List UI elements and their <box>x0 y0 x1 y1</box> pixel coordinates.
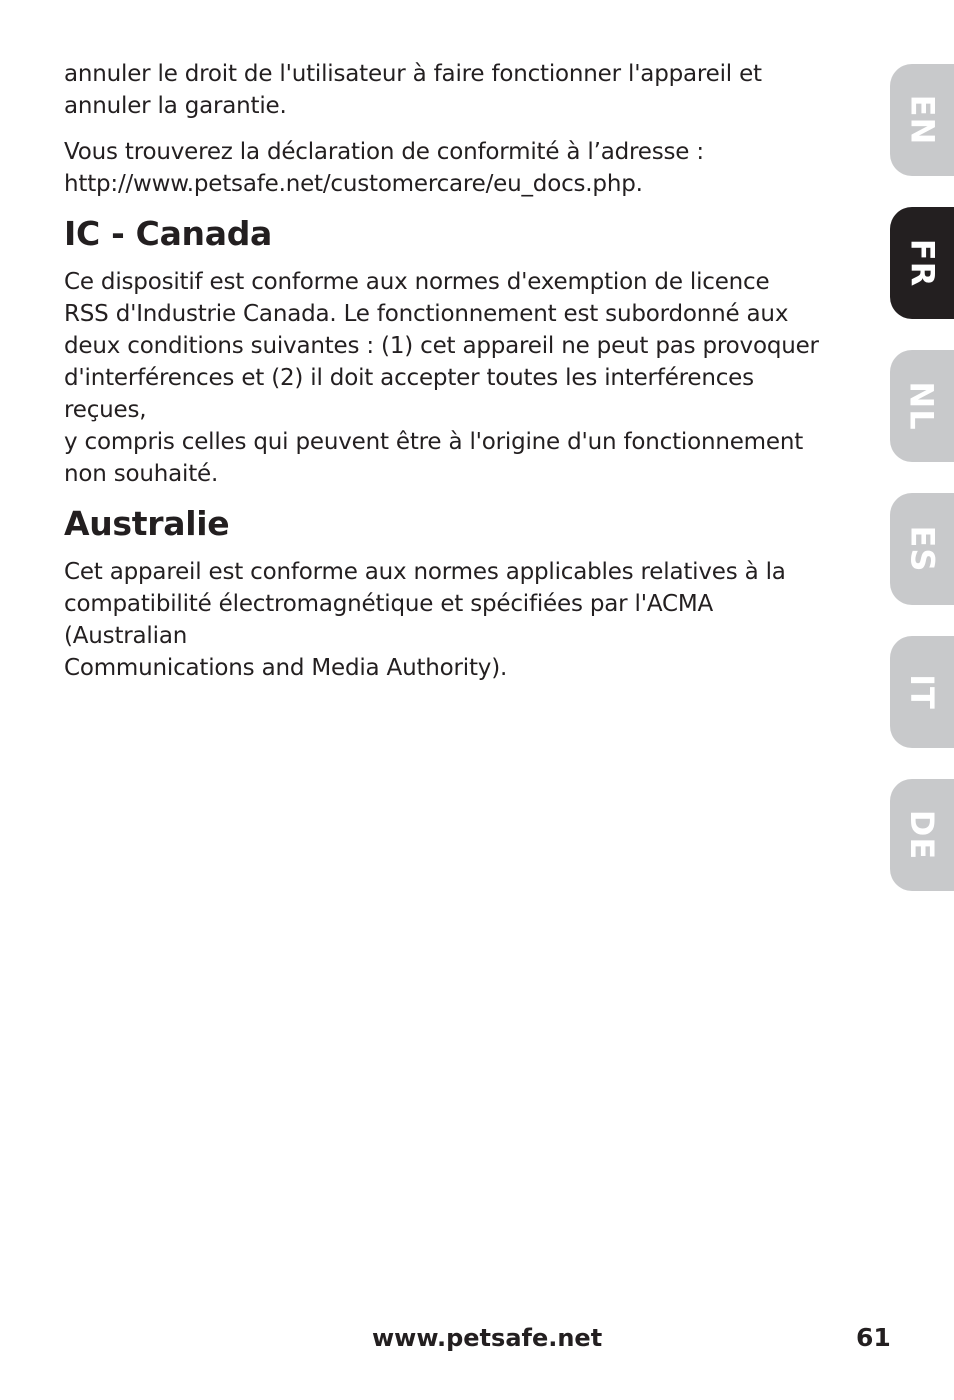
paragraph-warranty: annuler le droit de l'utilisateur à faire fonctionner l'appareil et annuler la garantie. <box>64 61 762 119</box>
paragraph-australie: Cet appareil est conforme aux normes applicables relatives à la compatibilité électromagnétique et spécifiées par l'ACMA (Australian Communications and Media Authority). <box>64 559 786 681</box>
tab-label-en: EN <box>902 94 941 146</box>
tab-it[interactable] <box>890 636 954 748</box>
heading-australie: Australie <box>64 504 230 543</box>
tab-label-fr: FR <box>903 238 941 288</box>
page-number: 61 <box>856 1323 891 1352</box>
tab-label-nl: NL <box>902 381 941 431</box>
page-content <box>64 58 834 698</box>
tab-label-de: DE <box>902 809 941 861</box>
tab-en[interactable] <box>890 64 954 176</box>
tab-label-es: ES <box>903 525 941 573</box>
language-tabs <box>890 0 954 1400</box>
tab-fr[interactable] <box>890 207 954 319</box>
tab-de[interactable] <box>890 779 954 891</box>
paragraph-declaration: Vous trouverez la déclaration de conformité à l’adresse : http://www.petsafe.net/customercare/eu_docs.php. <box>64 139 704 197</box>
tab-label-it: IT <box>902 674 941 710</box>
tab-es[interactable] <box>890 493 954 605</box>
heading-ic-canada: IC - Canada <box>64 214 273 253</box>
footer-url: www.petsafe.net <box>372 1324 603 1352</box>
paragraph-ic-canada: Ce dispositif est conforme aux normes d'exemption de licence RSS d'Industrie Canada. Le fonctionnement est subordonné aux deux conditions suivantes : (1) cet appareil ne peut pas provoquer d'interférences et (2) il doit accepter toutes les interférences reçues, y compris celles qui peuvent être à l'origine d'un fonctionnement non souhaité. <box>64 269 819 487</box>
tab-nl[interactable] <box>890 350 954 462</box>
